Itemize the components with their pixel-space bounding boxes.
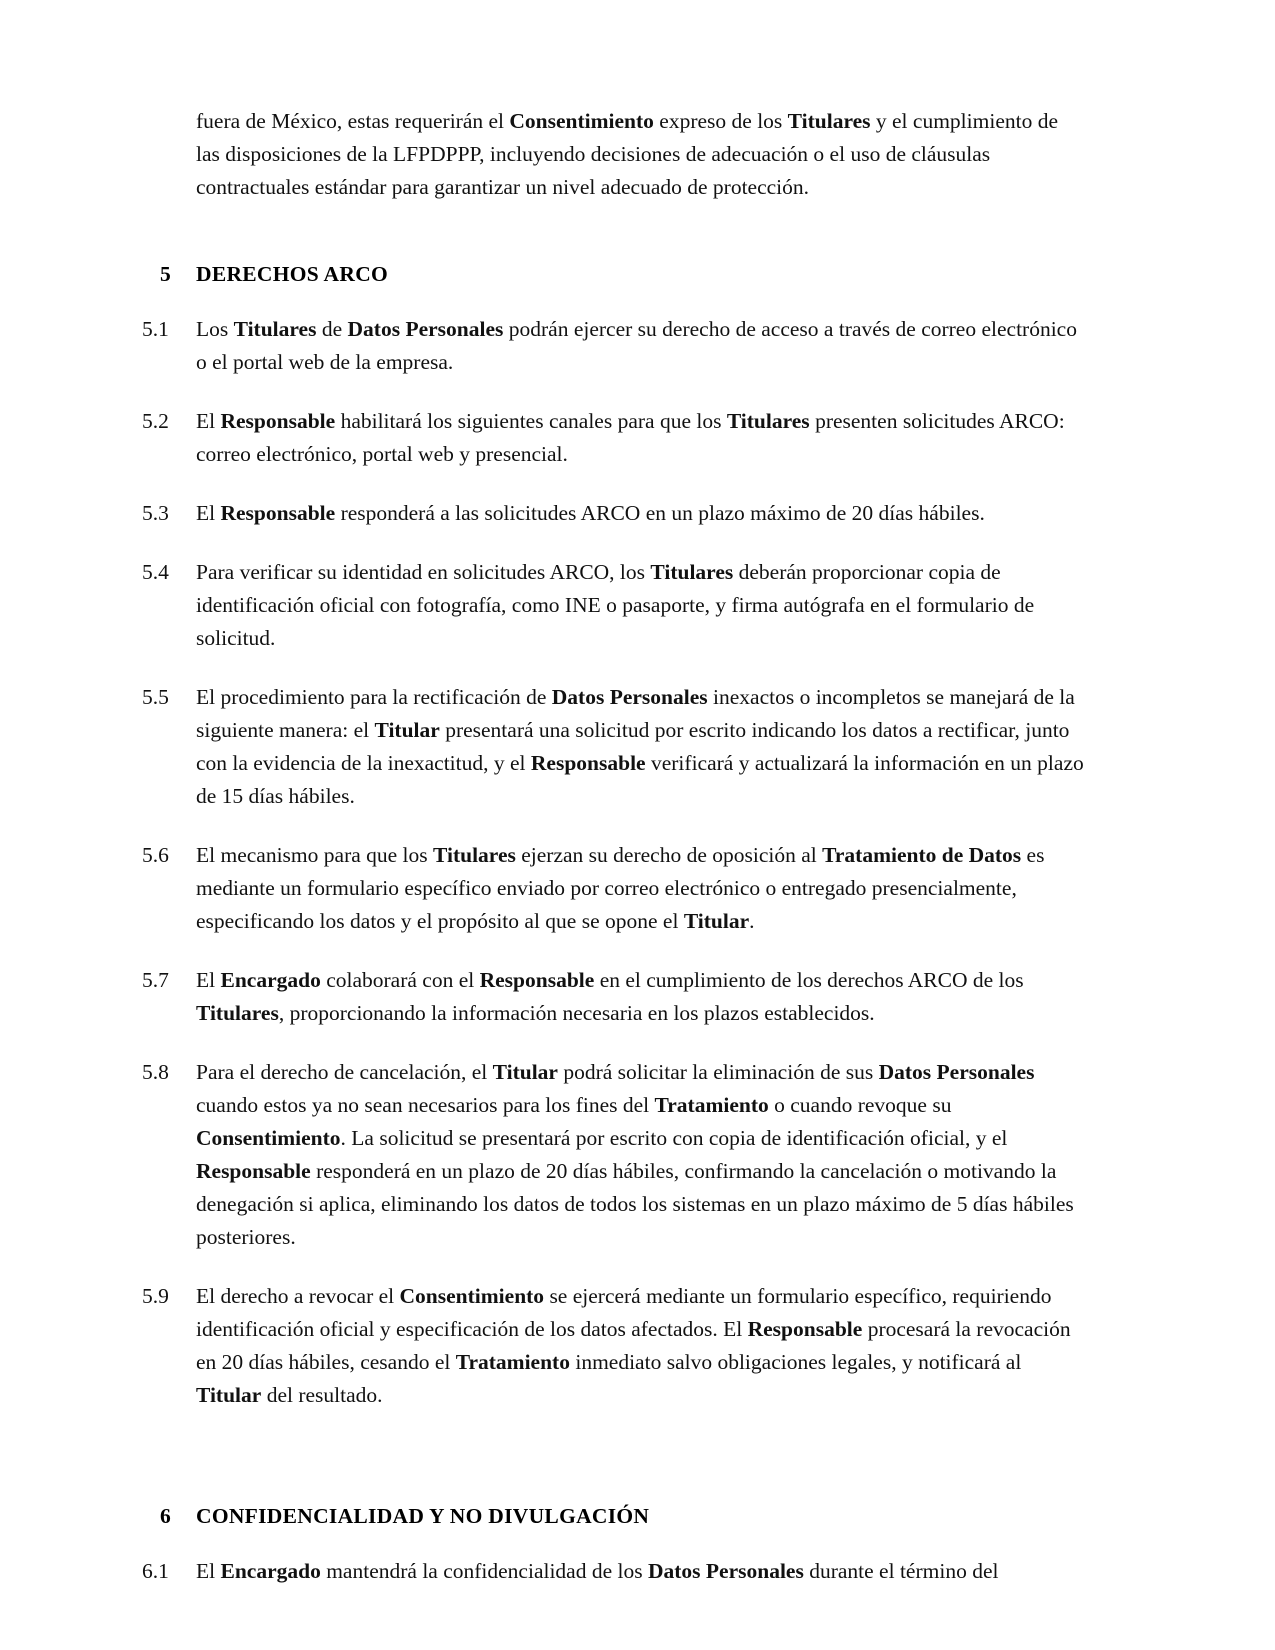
clause-text: El derecho a revocar el Consentimiento se ejercerá mediante un formulario específico, requiriendo identificación oficial y especificación de los datos afectados. El Responsable procesará la revocación en 20 días hábiles, cesando el Tratamiento inmediato salvo obligaciones legales, y notificará al Titular del resultado.	[196, 1284, 1071, 1407]
clause-item	[142, 497, 1087, 530]
clause-number: 5.3	[142, 501, 169, 525]
clause-text: Los Titulares de Datos Personales podrán ejercer su derecho de acceso a través de correo electrónico o el portal web de la empresa.	[196, 317, 1077, 374]
clause-text: Para el derecho de cancelación, el Titular podrá solicitar la eliminación de sus Datos Personales cuando estos ya no sean necesarios para los fines del Tratamiento o cuando revoque su Consentimiento. La solicitud se presentará por escrito con copia de identificación oficial, y el Responsable responderá en un plazo de 20 días hábiles, confirmando la cancelación o motivando la denegación si aplica, eliminando los datos de todos los sistemas en un plazo máximo de 5 días hábiles posteriores.	[196, 1060, 1074, 1249]
section-title: DERECHOS ARCO	[196, 262, 389, 286]
defined-term: Titulares	[650, 560, 734, 584]
clause-item	[142, 1280, 1087, 1412]
clause-text: El procedimiento para la rectificación de Datos Personales inexactos o incompletos se manejará de la siguiente manera: el Titular presentará una solicitud por escrito indicando los datos a rectificar, junto con la evidencia de la inexactitud, y el Responsable verificará y actualizará la información en un plazo de 15 días hábiles.	[196, 685, 1084, 808]
clause-number: 5.4	[142, 560, 169, 584]
defined-term: Consentimiento	[399, 1284, 545, 1308]
defined-term: Datos Personales	[347, 317, 504, 341]
defined-term: Datos Personales	[878, 1060, 1035, 1084]
clause-number: 5.2	[142, 409, 169, 433]
defined-term: Responsable	[479, 968, 595, 992]
clause-number: 5.6	[142, 843, 169, 867]
defined-term: Titular	[492, 1060, 558, 1084]
defined-term: Responsable	[196, 1159, 311, 1183]
defined-term: Responsable	[220, 409, 336, 433]
defined-term: Responsable	[530, 751, 646, 775]
defined-term: Titulares	[196, 1001, 279, 1025]
section-spacer	[142, 1412, 1087, 1446]
section-number: 5	[160, 262, 171, 286]
defined-term: Titular	[196, 1383, 262, 1407]
clause-item	[142, 313, 1087, 379]
defined-term: Titulares	[233, 317, 317, 341]
defined-term: Encargado	[220, 968, 321, 992]
continuation-paragraph: fuera de México, estas requerirán el Consentimiento expreso de los Titulares y el cumplimiento de las disposiciones de la LFPDPPP, incluyendo decisiones de adecuación o el uso de cláusulas contractuales estándar para garantizar un nivel adecuado de protección.	[196, 109, 1059, 199]
defined-term: Datos Personales	[647, 1559, 804, 1583]
clause-number: 5.7	[142, 968, 169, 992]
clause-item	[142, 1555, 1087, 1588]
clause-number: 5.5	[142, 685, 169, 709]
defined-term: Titulares	[726, 409, 810, 433]
clause-number: 5.8	[142, 1060, 169, 1084]
section-number: 6	[160, 1504, 171, 1528]
clause-item	[142, 1056, 1087, 1254]
clause-text: El Encargado colaborará con el Responsable en el cumplimiento de los derechos ARCO de los Titulares, proporcionando la información necesaria en los plazos establecidos.	[196, 968, 1024, 1025]
defined-term: Titulares	[433, 843, 516, 867]
section-title: CONFIDENCIALIDAD Y NO DIVULGACIÓN	[196, 1504, 650, 1528]
defined-term: Datos Personales	[551, 685, 708, 709]
section-heading	[142, 1504, 1087, 1529]
clause-number: 5.1	[142, 317, 169, 341]
page-content	[142, 105, 1087, 1588]
clause-item	[142, 405, 1087, 471]
defined-term: Titulares	[787, 109, 871, 133]
defined-term: Consentimiento	[196, 1126, 341, 1150]
section-heading	[142, 262, 1087, 287]
defined-term: Responsable	[747, 1317, 863, 1341]
defined-term: Consentimiento	[509, 109, 654, 133]
defined-term: Tratamiento	[654, 1093, 769, 1117]
defined-term: Tratamiento de Datos	[822, 843, 1022, 867]
clause-text: Para verificar su identidad en solicitudes ARCO, los Titulares deberán proporcionar copia de identificación oficial con fotografía, como INE o pasaporte, y firma autógrafa en el formulario de solicitud.	[196, 560, 1035, 650]
clause-text: El Encargado mantendrá la confidencialidad de los Datos Personales durante el término del	[196, 1559, 999, 1583]
defined-term: Titular	[683, 909, 750, 933]
clause-item	[142, 681, 1087, 813]
defined-term: Tratamiento	[455, 1350, 570, 1374]
sections-container	[142, 262, 1087, 1588]
clause-number: 5.9	[142, 1284, 169, 1308]
clause-text: El Responsable habilitará los siguientes canales para que los Titulares presenten solicitudes ARCO: correo electrónico, portal web y presencial.	[196, 409, 1065, 466]
clause-item	[142, 556, 1087, 655]
defined-term: Responsable	[220, 501, 336, 525]
defined-term: Encargado	[220, 1559, 321, 1583]
defined-term: Titular	[374, 718, 440, 742]
clause-text: El Responsable responderá a las solicitudes ARCO en un plazo máximo de 20 días hábiles.	[196, 501, 985, 525]
clause-item	[142, 839, 1087, 938]
clause-item	[142, 964, 1087, 1030]
clause-text: El mecanismo para que los Titulares ejerzan su derecho de oposición al Tratamiento de Datos es mediante un formulario específico enviado por correo electrónico o entregado presencialmente, especificando los datos y el propósito al que se opone el Titular.	[196, 843, 1045, 933]
clause-number: 6.1	[142, 1559, 169, 1583]
